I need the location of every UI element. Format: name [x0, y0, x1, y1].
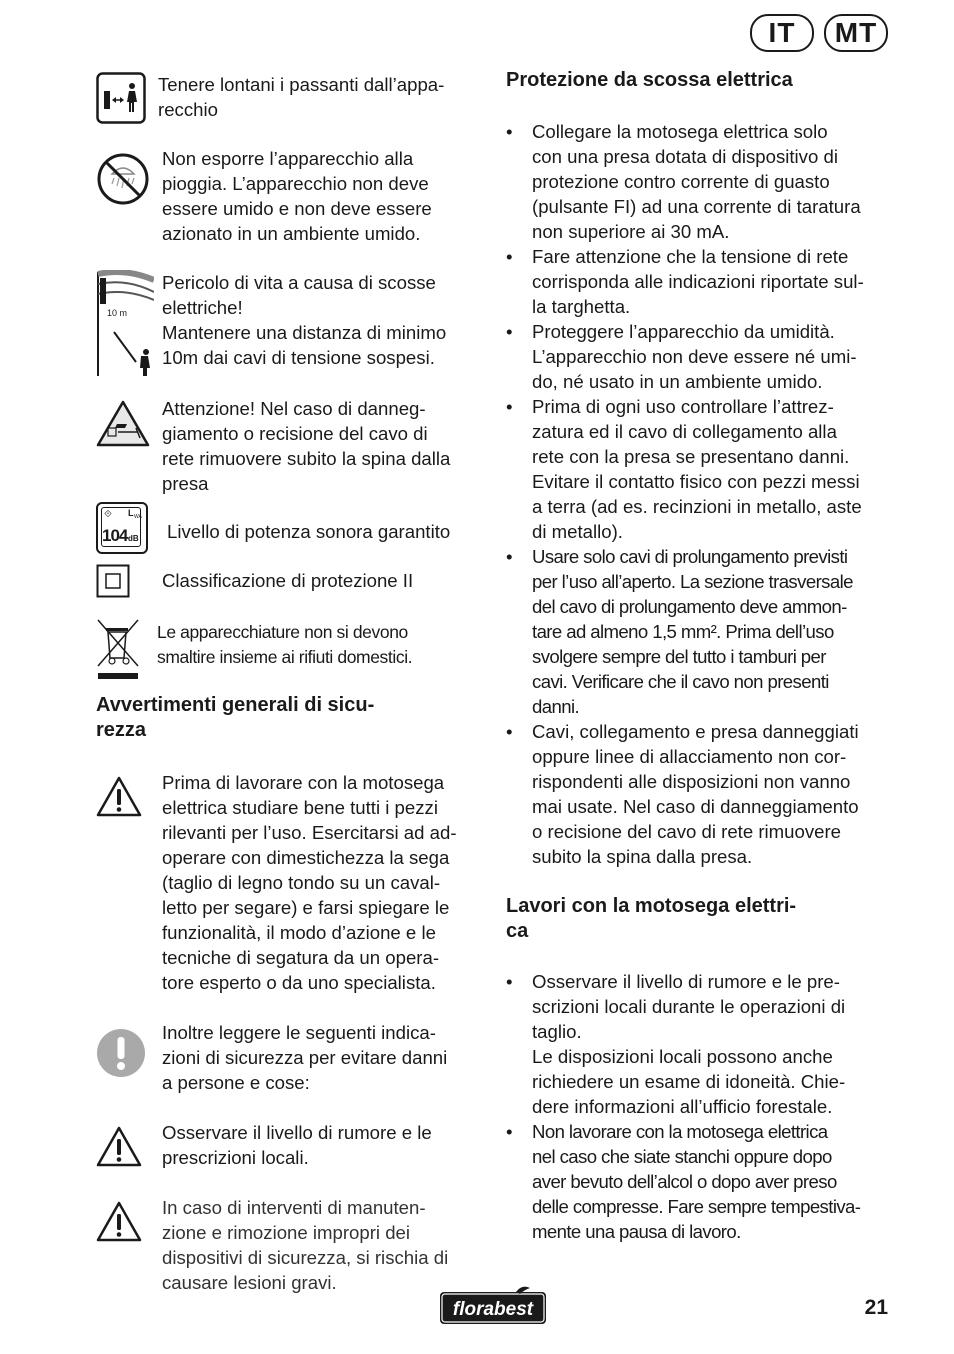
attention-circle-icon: [96, 1028, 146, 1078]
sound-label-wa: WA: [134, 514, 142, 520]
no-rain-icon: [96, 152, 150, 206]
svg-text:florabest: florabest: [452, 1299, 534, 1320]
symbol-text-unplug: Attenzione! Nel caso di danneg- giamento o recisione del cavo di rete rimuovere subito la spina dalla presa: [162, 398, 451, 494]
list-item: • Osservare il livello di rumore e le pre- scrizioni locali durante le operazioni di taglio. Le disposizioni locali possono anche richiedere un esame di idoneità. Chie- dere informazioni all’ufficio forestale.: [506, 969, 890, 1119]
warning-row-4: [96, 1195, 484, 1301]
warning-row-2: [96, 1020, 484, 1100]
list-item: • Fare attenzione che la tensione di rete corrisponda alle indicazioni riportate sul- la targhetta.: [506, 244, 890, 319]
list-item: • Cavi, collegamento e presa danneggiati oppure linee di allacciamento non cor- rispondenti alle disposizioni non vanno mai usate. Nel caso di danneggiamento o recisione del cavo di rete rimuovere subito la spina dalla presa.: [506, 719, 890, 869]
warning-text-4: In caso di interventi di manuten- zione e rimozione impropri dei dispositivi di sicurezza, si rischia di causare lesioni gravi.: [162, 1197, 449, 1293]
unplug-warning-icon: [96, 400, 150, 448]
sound-label-l: L: [128, 508, 134, 518]
distance-label: 10 m: [107, 308, 128, 318]
power-line-distance-icon: [96, 270, 154, 378]
symbol-row-weee: [96, 618, 484, 682]
symbol-row-bystanders: [96, 72, 484, 126]
lang-badge-it: IT: [750, 14, 814, 52]
list-item: • Proteggere l’apparecchio da umidità. L’apparecchio non deve essere né umi- do, né usato in un ambiente umido.: [506, 319, 890, 394]
section-heading-working: Lavori con la motosega elettri- ca: [506, 895, 797, 942]
symbol-row-class-ii: [96, 564, 484, 600]
warning-row-1: [96, 770, 484, 1000]
list-item: • Usare solo cavi di prolungamento previsti per l’uso all’aperto. La sezione trasversale del cavo di prolungamento deve ammon- tare ad almeno 1,5 mm². Prima dell’uso svolgere sempre del tutto i tamburi per cavi. Verificare che il cavo non presenti danni.: [506, 544, 890, 719]
section-heading-general-safety: Avvertimenti generali di sicu- rezza: [96, 694, 375, 741]
electric-shock-list: [506, 119, 890, 869]
sound-value: 104: [102, 526, 128, 545]
symbol-text-bystanders: Tenere lontani i passanti dall’appa- recchio: [158, 74, 445, 120]
list-item: • Non lavorare con la motosega elettrica nel caso che siate stanchi oppure dopo aver bevuto dell’alcol o dopo aver preso delle compresse. Fare sempre tempestiva- mente una pausa di lavoro.: [506, 1119, 890, 1244]
warning-row-3: [96, 1120, 484, 1180]
symbol-text-rain: Non esporre l’apparecchio alla pioggia. L’apparecchio non deve essere umido e non deve essere azionato in un ambiente umido.: [162, 148, 432, 244]
protection-class-ii-icon: [96, 564, 130, 598]
warning-text-3: Osservare il livello di rumore e le prescrizioni locali.: [162, 1122, 432, 1168]
list-item: • Collegare la motosega elettrica solo con una presa dotata di dispositivo di protezione contro corrente di guasto (pulsante FI) ad una corrente di taratura non superiore ai 30 mA.: [506, 119, 890, 244]
warning-text-2: Inoltre leggere le seguenti indica- zioni di sicurezza per evitare danni a persone e cose:: [162, 1022, 448, 1093]
symbol-row-power-line: [96, 270, 484, 380]
florabest-logo: [438, 1284, 548, 1326]
warning-text-1: Prima di lavorare con la motosega elettrica studiare bene tutti i pezzi rilevanti per l’uso. Esercitarsi ad ad- operare con dimestichezza la sega (taglio di legno tondo su un caval- letto per segare) e farsi spiegare le funzionalità, il modo d’azione e le tecniche di segatura da un opera- tore esperto o da uno specialista.: [162, 772, 457, 993]
working-list: [506, 969, 890, 1244]
language-badges: [750, 14, 888, 52]
weee-bin-icon: [96, 618, 140, 680]
symbol-text-weee: Le apparecchiature non si devono smaltire insieme ai rifiuti domestici.: [157, 622, 413, 667]
symbol-text-class-ii: Classificazione di protezione II: [162, 570, 414, 591]
warning-triangle-icon: [96, 776, 142, 818]
sound-unit: dB: [128, 534, 139, 543]
keep-bystanders-away-icon: [96, 72, 146, 124]
symbol-text-power-line: Pericolo di vita a causa di scosse elettriche! Mantenere una distanza di minimo 10m dai cavi di tensione sospesi.: [162, 272, 447, 368]
sound-power-icon: ⟐ L WA 104 dB: [96, 502, 148, 554]
section-heading-electric-shock: Protezione da scossa elettrica: [506, 69, 793, 91]
warning-triangle-icon: [96, 1201, 142, 1243]
warning-triangle-icon: [96, 1126, 142, 1168]
list-item: • Prima di ogni uso controllare l’attrez- zatura ed il cavo di collegamento alla rete con la presa se presentano danni. Evitare il contatto fisico con pezzi messi a terra (ad es. recinzioni in metallo, aste di metallo).: [506, 394, 890, 544]
page-number: 21: [864, 1296, 888, 1319]
symbol-row-unplug: [96, 396, 484, 496]
symbol-row-rain: [96, 146, 484, 246]
lang-badge-mt: MT: [824, 14, 888, 52]
symbol-row-sound: [96, 502, 484, 556]
symbol-text-sound: Livello di potenza sonora garantito: [167, 521, 451, 542]
